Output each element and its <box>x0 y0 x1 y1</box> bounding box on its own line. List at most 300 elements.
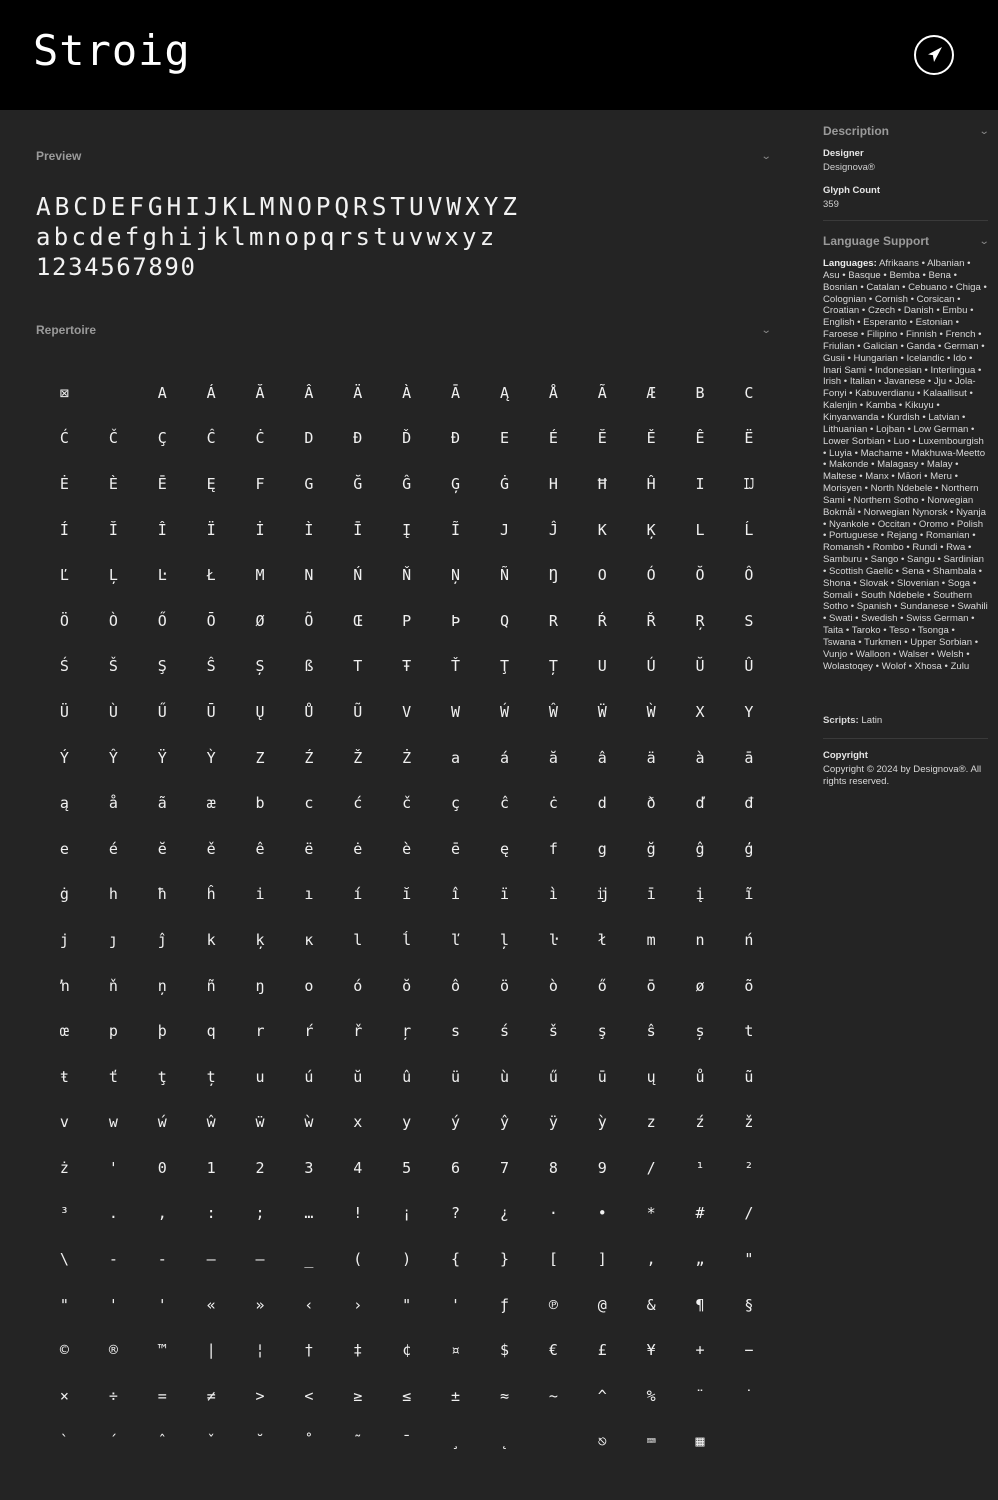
glyph-cell[interactable]: V <box>402 702 412 721</box>
glyph-cell[interactable]: ¤ <box>451 1341 461 1360</box>
glyph-cell[interactable]: > <box>255 1386 265 1405</box>
glyph-cell[interactable]: S <box>744 611 754 630</box>
glyph-cell[interactable]: ó <box>353 976 363 995</box>
glyph-cell[interactable]: ‚ <box>646 1250 656 1269</box>
glyph-cell[interactable]: K <box>597 520 607 539</box>
glyph-cell[interactable]: Ā <box>451 383 461 402</box>
glyph-cell[interactable]: › <box>353 1295 363 1314</box>
glyph-cell[interactable]: − <box>744 1341 754 1360</box>
glyph-cell[interactable]: ű <box>548 1067 558 1086</box>
glyph-cell[interactable]: @ <box>597 1295 607 1314</box>
glyph-cell[interactable]: z <box>646 1113 656 1132</box>
glyph-cell[interactable]: ▦ <box>695 1432 705 1451</box>
glyph-cell[interactable]: Î <box>157 520 167 539</box>
glyph-cell[interactable]: ñ <box>206 976 216 995</box>
glyph-cell[interactable]: Ļ <box>108 566 118 585</box>
glyph-cell[interactable]: Đ <box>451 429 461 448</box>
glyph-cell[interactable]: ä <box>646 748 656 767</box>
glyph-cell[interactable]: Ŕ <box>597 611 607 630</box>
glyph-cell[interactable]: Æ <box>646 383 656 402</box>
glyph-cell[interactable]: þ <box>157 1022 167 1041</box>
glyph-cell[interactable]: G <box>304 474 314 493</box>
glyph-cell[interactable]: ß <box>304 657 314 676</box>
glyph-cell[interactable]: Å <box>548 383 558 402</box>
glyph-cell[interactable]: Ê <box>695 429 705 448</box>
glyph-cell[interactable]: ń <box>744 930 754 949</box>
glyph-cell[interactable]: È <box>108 474 118 493</box>
glyph-cell[interactable] <box>89 370 138 416</box>
glyph-cell[interactable]: ź <box>695 1113 705 1132</box>
glyph-cell[interactable]: { <box>451 1250 461 1269</box>
chevron-down-icon[interactable]: ⌄ <box>978 125 990 137</box>
glyph-cell[interactable]: Ű <box>157 702 167 721</box>
glyph-cell[interactable]: Ň <box>402 566 412 585</box>
glyph-cell[interactable]: Ŧ <box>402 657 412 676</box>
glyph-cell[interactable]: s <box>451 1022 461 1041</box>
glyph-cell[interactable]: h <box>108 885 118 904</box>
glyph-cell[interactable]: 2 <box>255 1158 265 1177</box>
glyph-cell[interactable]: _ <box>304 1250 314 1269</box>
glyph-cell[interactable]: – <box>206 1250 216 1269</box>
glyph-cell[interactable]: Ĕ <box>597 429 607 448</box>
glyph-cell[interactable]: Ĥ <box>646 474 656 493</box>
glyph-cell[interactable]: + <box>695 1341 705 1360</box>
glyph-cell[interactable]: Ç <box>157 429 167 448</box>
glyph-cell[interactable]: Ẁ <box>646 702 656 721</box>
glyph-cell[interactable]: Ț <box>548 657 558 676</box>
glyph-cell[interactable]: â <box>597 748 607 767</box>
glyph-cell[interactable]: u <box>255 1067 265 1086</box>
glyph-cell[interactable]: Į <box>402 520 412 539</box>
glyph-cell[interactable]: ŋ <box>255 976 265 995</box>
glyph-cell[interactable]: D <box>304 429 314 448</box>
glyph-cell[interactable]: : <box>206 1204 216 1223</box>
glyph-cell[interactable]: ẁ <box>304 1113 314 1132</box>
glyph-cell[interactable]: ẅ <box>255 1113 265 1132</box>
glyph-cell[interactable]: ö <box>499 976 509 995</box>
glyph-cell[interactable]: Ņ <box>451 566 461 585</box>
glyph-cell[interactable]: ť <box>108 1067 118 1086</box>
glyph-cell[interactable]: ū <box>597 1067 607 1086</box>
glyph-cell[interactable]: ~ <box>548 1386 558 1405</box>
glyph-cell[interactable]: ł <box>597 930 607 949</box>
glyph-cell[interactable]: Y <box>744 702 754 721</box>
glyph-cell[interactable]: g <box>597 839 607 858</box>
glyph-cell[interactable]: Ü <box>59 702 69 721</box>
glyph-cell[interactable]: Ć <box>59 429 69 448</box>
chevron-down-icon[interactable]: ⌄ <box>760 150 772 162</box>
glyph-cell[interactable]: ` <box>59 1432 69 1451</box>
glyph-cell[interactable]: ŕ <box>304 1022 314 1041</box>
glyph-cell[interactable]: ŭ <box>353 1067 363 1086</box>
glyph-cell[interactable]: ş <box>597 1022 607 1041</box>
glyph-cell[interactable]: ø <box>695 976 705 995</box>
glyph-cell[interactable]: = <box>157 1386 167 1405</box>
glyph-cell[interactable]: ò <box>548 976 558 995</box>
glyph-cell[interactable]: ã <box>157 794 167 813</box>
glyph-cell[interactable]: H <box>548 474 558 493</box>
glyph-cell[interactable]: ď <box>695 794 705 813</box>
glyph-cell[interactable]: ň <box>108 976 118 995</box>
glyph-cell[interactable]: Š <box>108 657 118 676</box>
glyph-cell[interactable]: Ỳ <box>206 748 216 767</box>
glyph-cell[interactable]: ą <box>59 794 69 813</box>
glyph-cell[interactable]: j <box>59 930 69 949</box>
glyph-cell[interactable]: } <box>499 1250 509 1269</box>
glyph-cell[interactable]: ' <box>108 1295 118 1314</box>
glyph-cell[interactable]: ż <box>59 1158 69 1177</box>
glyph-cell[interactable]: € <box>548 1341 558 1360</box>
glyph-cell[interactable]: ( <box>353 1250 363 1269</box>
glyph-cell[interactable]: ẃ <box>157 1113 167 1132</box>
glyph-cell[interactable]: ‐ <box>157 1250 167 1269</box>
glyph-cell[interactable]: ℗ <box>548 1295 558 1314</box>
glyph-cell[interactable]: ġ <box>59 885 69 904</box>
glyph-cell[interactable]: Ĩ <box>451 520 461 539</box>
glyph-cell[interactable]: Ÿ <box>157 748 167 767</box>
glyph-cell[interactable]: î <box>451 885 461 904</box>
glyph-cell[interactable]: è <box>402 839 412 858</box>
glyph-cell[interactable]: T <box>353 657 363 676</box>
glyph-cell[interactable]: d <box>597 794 607 813</box>
glyph-cell[interactable]: , <box>157 1204 167 1223</box>
glyph-cell[interactable]: Ï <box>206 520 216 539</box>
glyph-cell[interactable]: Ĳ <box>744 474 754 493</box>
glyph-cell[interactable]: ¥ <box>646 1341 656 1360</box>
glyph-cell[interactable]: é <box>108 839 118 858</box>
glyph-cell[interactable]: ā <box>744 748 754 767</box>
glyph-cell[interactable]: ů <box>695 1067 705 1086</box>
glyph-cell[interactable]: ĭ <box>402 885 412 904</box>
glyph-cell[interactable]: * <box>646 1204 656 1223</box>
glyph-cell[interactable]: ê <box>255 839 265 858</box>
glyph-cell[interactable]: į <box>695 885 705 904</box>
glyph-cell[interactable]: k <box>206 930 216 949</box>
glyph-cell[interactable]: ę <box>499 839 509 858</box>
glyph-cell[interactable]: Ř <box>646 611 656 630</box>
glyph-cell[interactable]: Ū <box>206 702 216 721</box>
glyph-cell[interactable]: Ì <box>304 520 314 539</box>
glyph-cell[interactable]: Ě <box>646 429 656 448</box>
glyph-cell[interactable]: ģ <box>744 839 754 858</box>
glyph-cell[interactable]: ĝ <box>695 839 705 858</box>
glyph-cell[interactable]: 6 <box>451 1158 461 1177</box>
glyph-cell[interactable]: ă <box>548 748 558 767</box>
glyph-cell[interactable]: ž <box>744 1113 754 1132</box>
glyph-cell[interactable]: 1 <box>206 1158 216 1177</box>
glyph-cell[interactable]: C <box>744 383 754 402</box>
glyph-cell[interactable]: x <box>353 1113 363 1132</box>
glyph-cell[interactable]: à <box>695 748 705 767</box>
glyph-cell[interactable]: Ý <box>59 748 69 767</box>
glyph-cell[interactable]: ċ <box>548 794 558 813</box>
glyph-cell[interactable]: ? <box>451 1204 461 1223</box>
glyph-cell[interactable]: á <box>499 748 509 767</box>
glyph-cell[interactable]: ] <box>597 1250 607 1269</box>
glyph-cell[interactable]: ı <box>304 885 314 904</box>
glyph-cell[interactable]: ï <box>499 885 509 904</box>
glyph-cell[interactable]: ī <box>646 885 656 904</box>
chevron-down-icon[interactable]: ⌄ <box>978 235 990 247</box>
glyph-cell[interactable]: e <box>59 839 69 858</box>
glyph-cell[interactable]: ú <box>304 1067 314 1086</box>
glyph-cell[interactable]: „ <box>695 1250 705 1269</box>
glyph-cell[interactable]: İ <box>255 520 265 539</box>
glyph-cell[interactable]: ô <box>451 976 461 995</box>
glyph-cell[interactable]: Ő <box>157 611 167 630</box>
glyph-cell[interactable]: ĸ <box>304 930 314 949</box>
glyph-cell[interactable]: ¸ <box>451 1432 461 1451</box>
glyph-cell[interactable]: i <box>255 885 265 904</box>
glyph-cell[interactable]: ņ <box>157 976 167 995</box>
glyph-cell[interactable]: L <box>695 520 705 539</box>
glyph-cell[interactable]: · <box>548 1204 558 1223</box>
glyph-cell[interactable]: Ẃ <box>499 702 509 721</box>
glyph-cell[interactable]: Ä <box>353 383 363 402</box>
glyph-cell[interactable]: ĵ <box>157 930 167 949</box>
glyph-cell[interactable]: m <box>646 930 656 949</box>
glyph-cell[interactable]: ± <box>451 1386 461 1405</box>
glyph-cell[interactable]: Ų <box>255 702 265 721</box>
compass-arrow-icon[interactable] <box>914 35 954 75</box>
glyph-cell[interactable]: ; <box>255 1204 265 1223</box>
glyph-cell[interactable]: š <box>548 1022 558 1041</box>
glyph-cell[interactable]: Ń <box>353 566 363 585</box>
glyph-cell[interactable]: ® <box>108 1341 118 1360</box>
description-header[interactable] <box>823 124 988 138</box>
glyph-cell[interactable]: ¯ <box>402 1432 412 1451</box>
glyph-cell[interactable]: ĥ <box>206 885 216 904</box>
glyph-cell[interactable]: † <box>304 1341 314 1360</box>
glyph-cell[interactable]: Ŋ <box>548 566 558 585</box>
glyph-cell[interactable]: X <box>695 702 705 721</box>
glyph-cell[interactable]: ) <box>402 1250 412 1269</box>
glyph-cell[interactable]: Ż <box>402 748 412 767</box>
glyph-cell[interactable]: ¦ <box>255 1341 265 1360</box>
glyph-cell[interactable]: ^ <box>597 1386 607 1405</box>
glyph-cell[interactable]: ¡ <box>402 1204 412 1223</box>
glyph-cell[interactable] <box>724 1419 773 1465</box>
glyph-cell[interactable]: ĺ <box>402 930 412 949</box>
glyph-cell[interactable]: Ð <box>353 429 363 448</box>
glyph-cell[interactable]: a <box>451 748 461 767</box>
glyph-cell[interactable]: 9 <box>597 1158 607 1177</box>
glyph-cell[interactable]: ² <box>744 1158 754 1177</box>
glyph-cell[interactable]: ć <box>353 794 363 813</box>
glyph-cell[interactable]: ≥ <box>353 1386 363 1405</box>
glyph-cell[interactable]: ő <box>597 976 607 995</box>
glyph-cell[interactable]: Ã <box>597 383 607 402</box>
glyph-cell[interactable]: £ <box>597 1341 607 1360</box>
glyph-cell[interactable]: ð <box>646 794 656 813</box>
glyph-cell[interactable]: Ŀ <box>157 566 167 585</box>
glyph-cell[interactable]: B <box>695 383 705 402</box>
glyph-cell[interactable]: & <box>646 1295 656 1314</box>
glyph-cell[interactable]: Ţ <box>499 657 509 676</box>
glyph-cell[interactable]: å <box>108 794 118 813</box>
glyph-cell[interactable]: ¢ <box>402 1341 412 1360</box>
glyph-cell[interactable]: y <box>402 1113 412 1132</box>
glyph-cell[interactable]: ÿ <box>548 1113 558 1132</box>
glyph-cell[interactable]: Ş <box>157 657 167 676</box>
glyph-cell[interactable]: ĉ <box>499 794 509 813</box>
glyph-cell[interactable]: # <box>695 1204 705 1223</box>
glyph-cell[interactable]: ˜ <box>353 1432 363 1451</box>
glyph-cell[interactable]: ≤ <box>402 1386 412 1405</box>
glyph-cell[interactable]: č <box>402 794 412 813</box>
glyph-cell[interactable]: ŝ <box>646 1022 656 1041</box>
glyph-cell[interactable]: 7 <box>499 1158 509 1177</box>
glyph-cell[interactable]: ≠ <box>206 1386 216 1405</box>
glyph-cell[interactable]: Ċ <box>255 429 265 448</box>
glyph-cell[interactable]: ț <box>206 1067 216 1086</box>
glyph-cell[interactable]: b <box>255 794 265 813</box>
glyph-cell[interactable]: Ľ <box>59 566 69 585</box>
glyph-cell[interactable]: o <box>304 976 314 995</box>
glyph-cell[interactable]: ľ <box>451 930 461 949</box>
glyph-cell[interactable]: Ť <box>451 657 461 676</box>
glyph-cell[interactable]: Ă <box>255 383 265 402</box>
glyph-cell[interactable]: Ñ <box>499 566 509 585</box>
glyph-cell[interactable]: Ŏ <box>695 566 705 585</box>
glyph-cell[interactable]: Ē <box>157 474 167 493</box>
glyph-cell[interactable]: $ <box>499 1341 509 1360</box>
glyph-cell[interactable]: ŷ <box>499 1113 509 1132</box>
glyph-cell[interactable]: × <box>59 1386 69 1405</box>
glyph-cell[interactable]: - <box>108 1250 118 1269</box>
glyph-cell[interactable]: Ģ <box>451 474 461 493</box>
glyph-cell[interactable]: \ <box>59 1250 69 1269</box>
glyph-cell[interactable]: % <box>646 1386 656 1405</box>
glyph-cell[interactable]: ŗ <box>402 1022 412 1041</box>
glyph-cell[interactable]: » <box>255 1295 265 1314</box>
glyph-cell[interactable]: © <box>59 1341 69 1360</box>
glyph-cell[interactable]: ō <box>646 976 656 995</box>
glyph-cell[interactable]: f <box>548 839 558 858</box>
glyph-cell[interactable]: P <box>402 611 412 630</box>
glyph-cell[interactable]: t <box>744 1022 754 1041</box>
glyph-cell[interactable]: ! <box>353 1204 363 1223</box>
language-support-header[interactable] <box>823 234 988 248</box>
glyph-cell[interactable]: l <box>353 930 363 949</box>
glyph-cell[interactable]: ì <box>548 885 558 904</box>
glyph-cell[interactable]: ŧ <box>59 1067 69 1086</box>
glyph-cell[interactable]: í <box>353 885 363 904</box>
glyph-cell[interactable]: Ś <box>59 657 69 676</box>
glyph-cell[interactable]: Ŭ <box>695 657 705 676</box>
glyph-cell[interactable]: ė <box>353 839 363 858</box>
glyph-cell[interactable]: Ø <box>255 611 265 630</box>
glyph-cell[interactable]: Ẅ <box>597 702 607 721</box>
glyph-cell[interactable]: O <box>597 566 607 585</box>
glyph-cell[interactable]: … <box>304 1204 314 1223</box>
glyph-cell[interactable]: Ò <box>108 611 118 630</box>
preview-header[interactable] <box>36 146 770 166</box>
glyph-cell[interactable]: A <box>157 383 167 402</box>
glyph-cell[interactable]: ³ <box>59 1204 69 1223</box>
glyph-cell[interactable]: [ <box>548 1250 558 1269</box>
glyph-cell[interactable]: 0 <box>157 1158 167 1177</box>
glyph-cell[interactable]: W <box>451 702 461 721</box>
glyph-cell[interactable]: ȷ <box>108 930 118 949</box>
glyph-cell[interactable]: æ <box>206 794 216 813</box>
glyph-cell[interactable]: ğ <box>646 839 656 858</box>
glyph-cell[interactable]: Ō <box>206 611 216 630</box>
glyph-cell[interactable]: 3 <box>304 1158 314 1177</box>
glyph-cell[interactable]: Ŗ <box>695 611 705 630</box>
glyph-cell[interactable]: Û <box>744 657 754 676</box>
glyph-cell[interactable]: ù <box>499 1067 509 1086</box>
glyph-cell[interactable]: ‹ <box>304 1295 314 1314</box>
glyph-cell[interactable]: û <box>402 1067 412 1086</box>
glyph-cell[interactable]: Ë <box>744 429 754 448</box>
glyph-cell[interactable]: Œ <box>353 611 363 630</box>
glyph-cell[interactable]: w <box>108 1113 118 1132</box>
glyph-cell[interactable]: Ĵ <box>548 520 558 539</box>
glyph-cell[interactable]: Ó <box>646 566 656 585</box>
glyph-cell[interactable]: ų <box>646 1067 656 1086</box>
glyph-cell[interactable]: c <box>304 794 314 813</box>
glyph-cell[interactable]: § <box>744 1295 754 1314</box>
glyph-cell[interactable]: Ĺ <box>744 520 754 539</box>
glyph-cell[interactable]: Ł <box>206 566 216 585</box>
glyph-cell[interactable]: • <box>597 1204 607 1223</box>
glyph-cell[interactable]: Þ <box>451 611 461 630</box>
glyph-cell[interactable]: Â <box>304 383 314 402</box>
glyph-cell[interactable]: ⌨ <box>646 1432 656 1451</box>
glyph-cell[interactable] <box>529 1419 578 1465</box>
glyph-cell[interactable]: ˙ <box>744 1386 754 1405</box>
glyph-cell[interactable]: Z <box>255 748 265 767</box>
glyph-cell[interactable]: / <box>744 1204 754 1223</box>
glyph-cell[interactable]: Ę <box>206 474 216 493</box>
glyph-cell[interactable]: ļ <box>499 930 509 949</box>
glyph-cell[interactable]: Ī <box>353 520 363 539</box>
glyph-cell[interactable]: ¹ <box>695 1158 705 1177</box>
glyph-cell[interactable]: ¿ <box>499 1204 509 1223</box>
glyph-cell[interactable]: ˇ <box>206 1432 216 1451</box>
glyph-cell[interactable]: ý <box>451 1113 461 1132</box>
glyph-cell[interactable]: ˘ <box>255 1432 265 1451</box>
glyph-cell[interactable]: v <box>59 1113 69 1132</box>
glyph-cell[interactable]: r <box>255 1022 265 1041</box>
glyph-cell[interactable]: 5 <box>402 1158 412 1177</box>
glyph-cell[interactable]: E <box>499 429 509 448</box>
glyph-cell[interactable]: ƒ <box>499 1295 509 1314</box>
glyph-cell[interactable]: Í <box>59 520 69 539</box>
glyph-cell[interactable]: Ą <box>499 383 509 402</box>
glyph-cell[interactable]: Á <box>206 383 216 402</box>
glyph-cell[interactable]: Ĭ <box>108 520 118 539</box>
glyph-cell[interactable]: q <box>206 1022 216 1041</box>
glyph-cell[interactable]: Ĉ <box>206 429 216 448</box>
glyph-cell[interactable]: Ĝ <box>402 474 412 493</box>
glyph-cell[interactable]: ˛ <box>499 1432 509 1451</box>
glyph-cell[interactable]: Ė <box>59 474 69 493</box>
glyph-cell[interactable]: / <box>646 1158 656 1177</box>
glyph-cell[interactable]: Ŷ <box>108 748 118 767</box>
glyph-cell[interactable]: 8 <box>548 1158 558 1177</box>
glyph-cell[interactable]: Č <box>108 429 118 448</box>
glyph-cell[interactable]: Ș <box>255 657 265 676</box>
glyph-cell[interactable]: À <box>402 383 412 402</box>
glyph-cell[interactable]: ‡ <box>353 1341 363 1360</box>
glyph-cell[interactable]: Õ <box>304 611 314 630</box>
glyph-cell[interactable]: < <box>304 1386 314 1405</box>
glyph-cell[interactable]: Q <box>499 611 509 630</box>
glyph-cell[interactable]: . <box>108 1204 118 1223</box>
glyph-cell[interactable]: ș <box>695 1022 705 1041</box>
